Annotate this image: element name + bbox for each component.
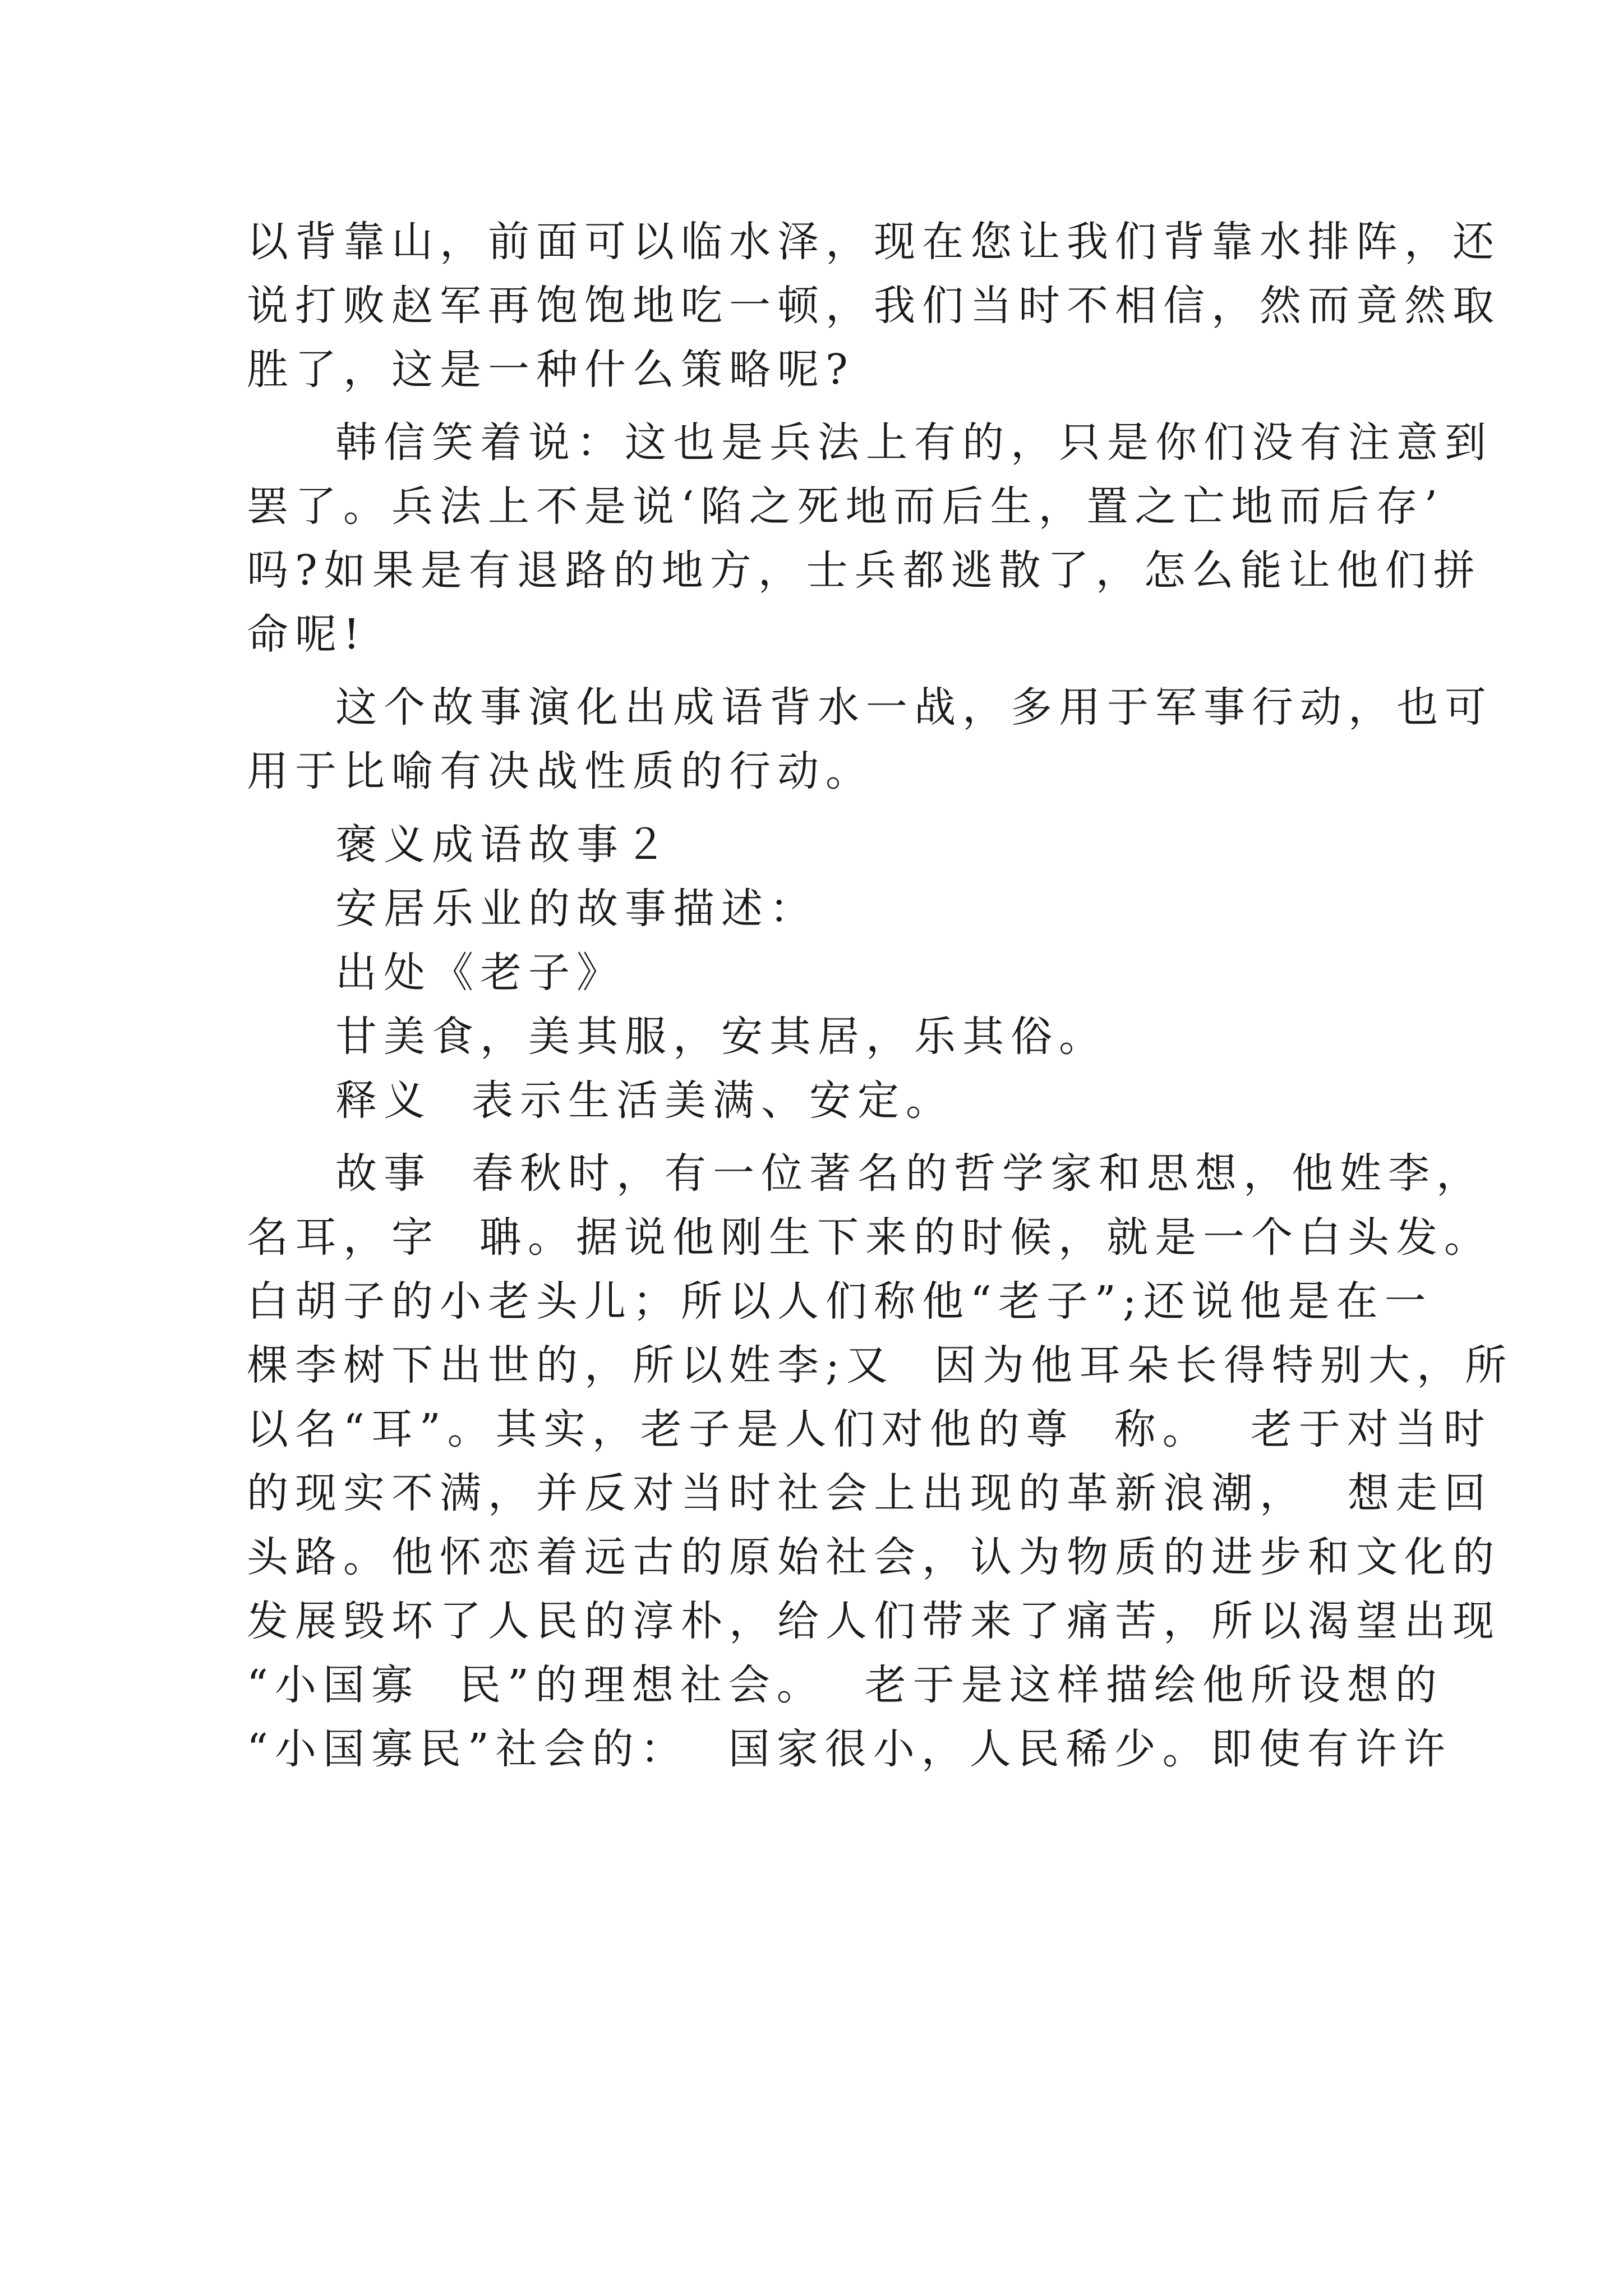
text-line: “小国寡 民”的理想社会。 老于是这样描绘他所设想的 [247,1661,1444,1709]
text-line: 用于比喻有决战性质的行动。 [247,747,874,795]
text-line: 头路。他怀恋着远古的原始社会，认为物质的进步和文化的 [247,1533,1501,1581]
text-line: 命呢! [247,610,367,659]
paragraph-first-line: 韩信笑着说：这也是兵法上有的，只是你们没有注意到 [335,418,1493,467]
text-line: 发展毁坏了人民的淳朴，给人们带来了痛苦，所以渴望出现 [247,1597,1501,1645]
text-line: “小国寡民”社会的： 国家很小，人民稀少。即使有许许 [247,1725,1452,1773]
text-line: 罢了。兵法上不是说‘陷之死地而后生，置之亡地而后存’ [247,482,1445,531]
text-line: 说打败赵军再饱饱地吃一顿，我们当时不相信，然而竟然取 [247,282,1501,330]
paragraph-first-line: 甘美食，美其服，安其居，乐其俗。 [335,1013,1107,1061]
text-line: 的现实不满，并反对当时社会上出现的革新浪潮， 想走回 [247,1469,1493,1517]
paragraph-first-line: 这个故事演化出成语背水一战，多用于军事行动，也可 [335,683,1493,731]
text-line: 胜了，这是一种什么策略呢? [247,346,855,394]
paragraph-first-line: 故事 春秋时，有一位著名的哲学家和思想，他姓李， [335,1149,1485,1198]
text-line: 以背靠山，前面可以临水泽，现在您让我们背靠水排阵，还 [247,218,1501,266]
text-line: 吗?如果是有退路的地方，士兵都逃散了，怎么能让他们拼 [247,546,1482,595]
section-heading: 褒义成语故事２ [335,821,673,869]
text-line: 棵李树下出世的，所以姓李;又 因为他耳朵长得特别大，所 [247,1341,1513,1389]
text-line: 以名“耳”。其实，老子是人们对他的尊 称。 老于对当时 [247,1405,1492,1453]
text-line: 名耳，字 聃。据说他刚生下来的时候，就是一个白头发。 [247,1213,1493,1262]
paragraph-first-line: 释义 表示生活美满、安定。 [335,1076,955,1125]
text-line: 白胡子的小老头儿；所以人们称他“老子”;还说他是在一 [247,1277,1433,1326]
paragraph-first-line: 出处《老子》 [335,949,625,997]
paragraph-first-line: 安居乐业的故事描述： [335,885,818,933]
